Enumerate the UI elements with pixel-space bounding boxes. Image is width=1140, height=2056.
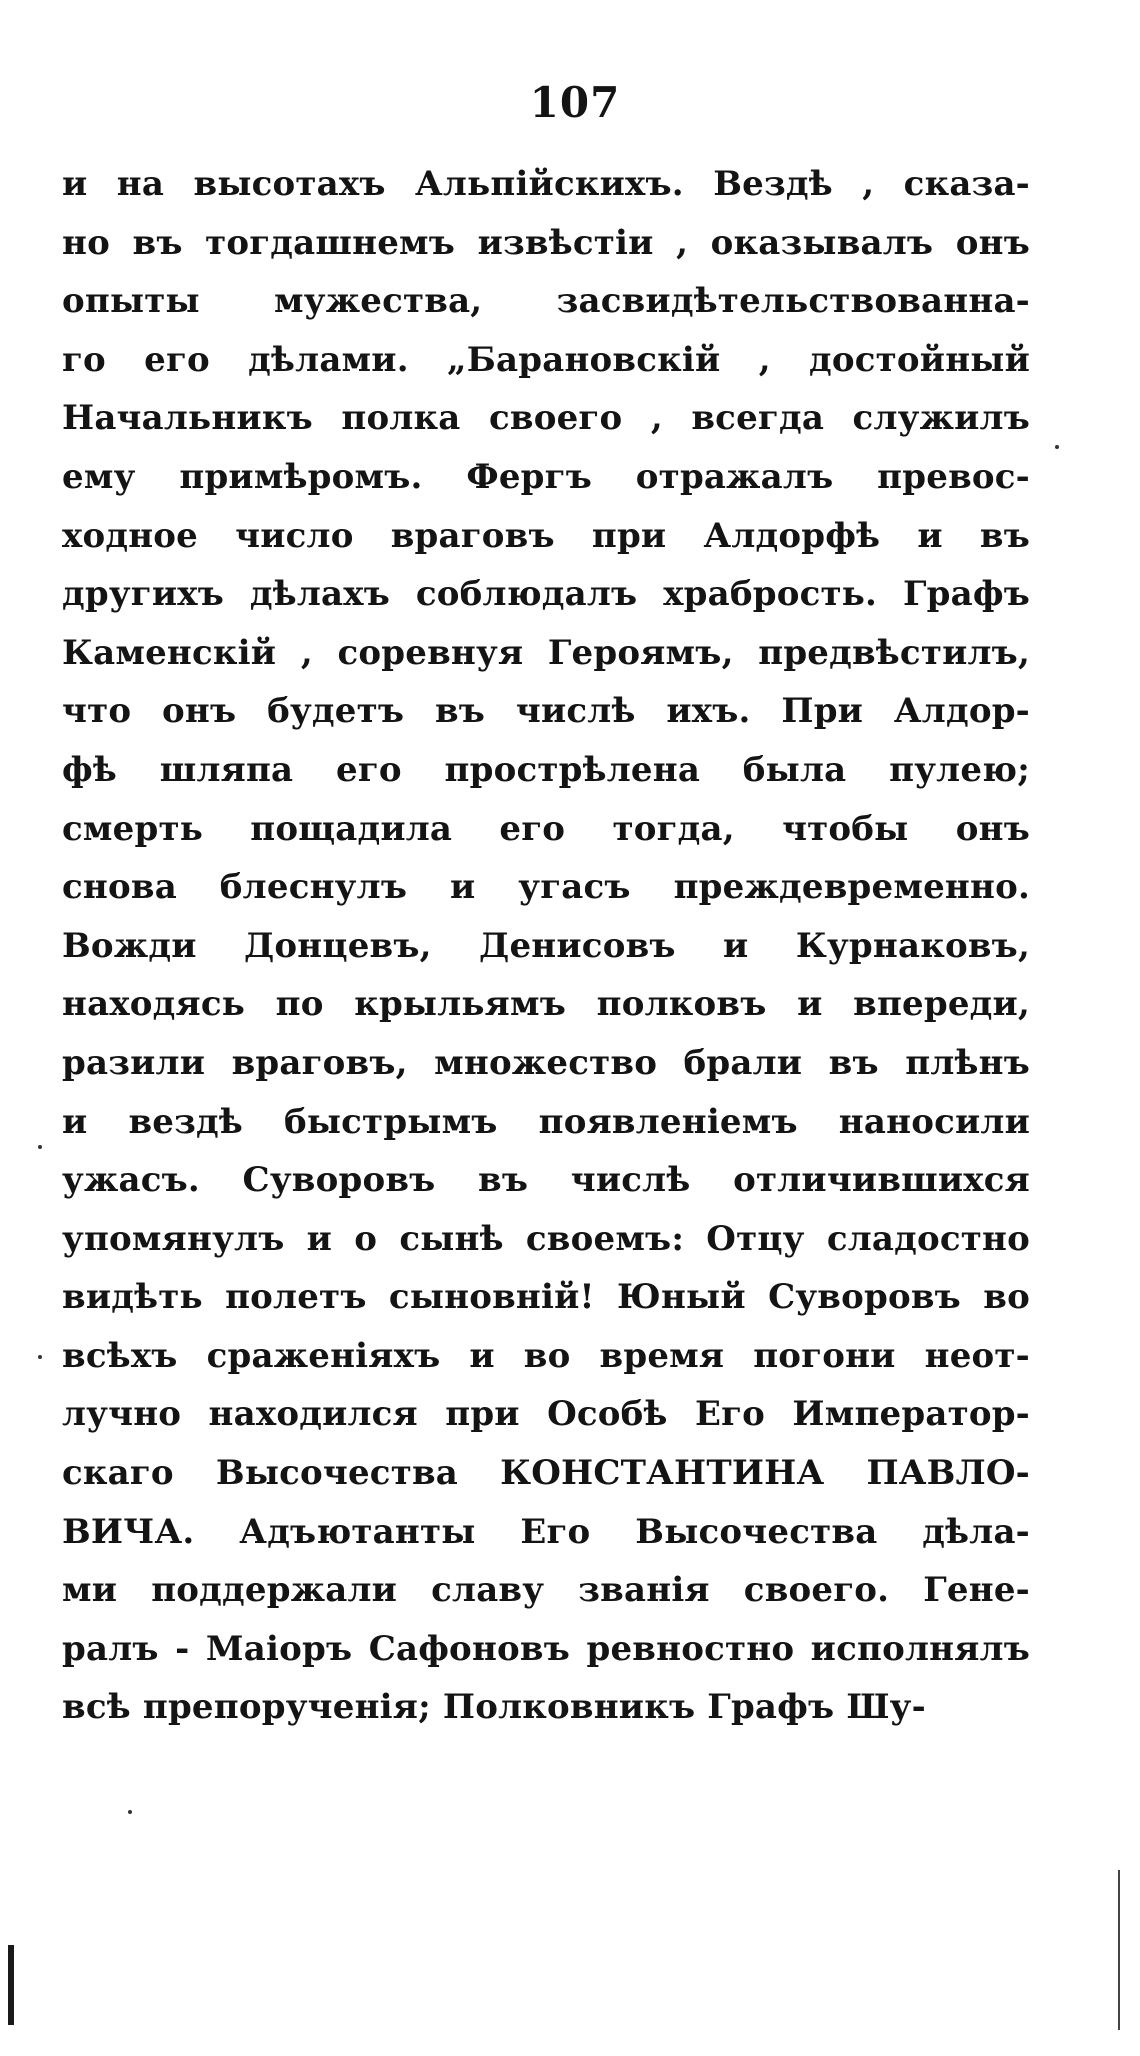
text-line: ралъ - Маіоръ Сафоновъ ревностно исполнялъ	[62, 1628, 1030, 1669]
text-line: видѣть полетъ сыновній! Юный Суворовъ во	[62, 1277, 1030, 1318]
text-line: го его дѣлами. „Барановскій , достойный	[62, 339, 1030, 380]
text-line: другихъ дѣлахъ соблюдалъ храбрость. Графъ	[62, 574, 1030, 615]
text-line: разили враговъ, множество брали въ плѣнъ	[62, 1042, 1030, 1083]
text-line: но въ тогдашнемъ извѣстіи , оказывалъ онъ	[62, 222, 1030, 263]
text-line: смерть пощадила его тогда, чтобы онъ	[62, 808, 1030, 849]
text-line: всѣхъ сраженіяхъ и во время погони неот-	[62, 1335, 1030, 1376]
text-line: и на высотахъ Альпійскихъ. Вездѣ , сказа-	[62, 164, 1030, 204]
scan-speck	[38, 1355, 42, 1359]
text-line: ему примѣромъ. Фергъ отражалъ превос-	[62, 456, 1030, 497]
text-line: всѣ препорученія; Полковникъ Графъ Шу-	[62, 1687, 926, 1728]
text-line: снова блеснулъ и угасъ преждевременно.	[62, 867, 1030, 908]
text-line: Каменскій , соревнуя Героямъ, предвѣстилъ,	[62, 632, 1030, 673]
scan-edge-mark-right	[1118, 1870, 1120, 2030]
text-line: упомянулъ и о сынѣ своемъ: Отцу сладостно	[62, 1218, 1030, 1259]
body-text	[62, 155, 1030, 1737]
text-line: ужасъ. Суворовъ въ числѣ отличившихся	[62, 1160, 1030, 1201]
text-line: ходное число враговъ при Алдорфѣ и въ	[62, 515, 1030, 556]
text-line: ВИЧА. Адъютанты Его Высочества дѣла-	[62, 1511, 1030, 1552]
text-line: Вожди Донцевъ, Денисовъ и Курнаковъ,	[62, 925, 1030, 966]
scan-speck	[1055, 445, 1059, 449]
text-line: что онъ будетъ въ числѣ ихъ. При Алдор-	[62, 691, 1030, 732]
text-line: опыты мужества, засвидѣтельствованна-	[62, 281, 1030, 322]
text-line: лучно находился при Особѣ Его Император-	[62, 1394, 1030, 1435]
scan-speck	[128, 1810, 132, 1814]
text-line: скаго Высочества КОНСТАНТИНА ПАВЛО-	[62, 1453, 1030, 1494]
text-line: находясь по крыльямъ полковъ и впереди,	[62, 984, 1030, 1025]
scan-speck	[38, 1145, 42, 1149]
scan-edge-mark-left	[8, 1945, 14, 2025]
text-line: Начальникъ полка своего , всегда служилъ	[62, 398, 1030, 439]
text-line: и вездѣ быстрымъ появленіемъ наносили	[62, 1101, 1030, 1142]
text-line: ми поддержали славу званія своего. Гене-	[62, 1570, 1030, 1611]
page-number: 107	[529, 78, 621, 127]
text-line: фѣ шляпа его прострѣлена была пулею;	[62, 749, 1030, 790]
